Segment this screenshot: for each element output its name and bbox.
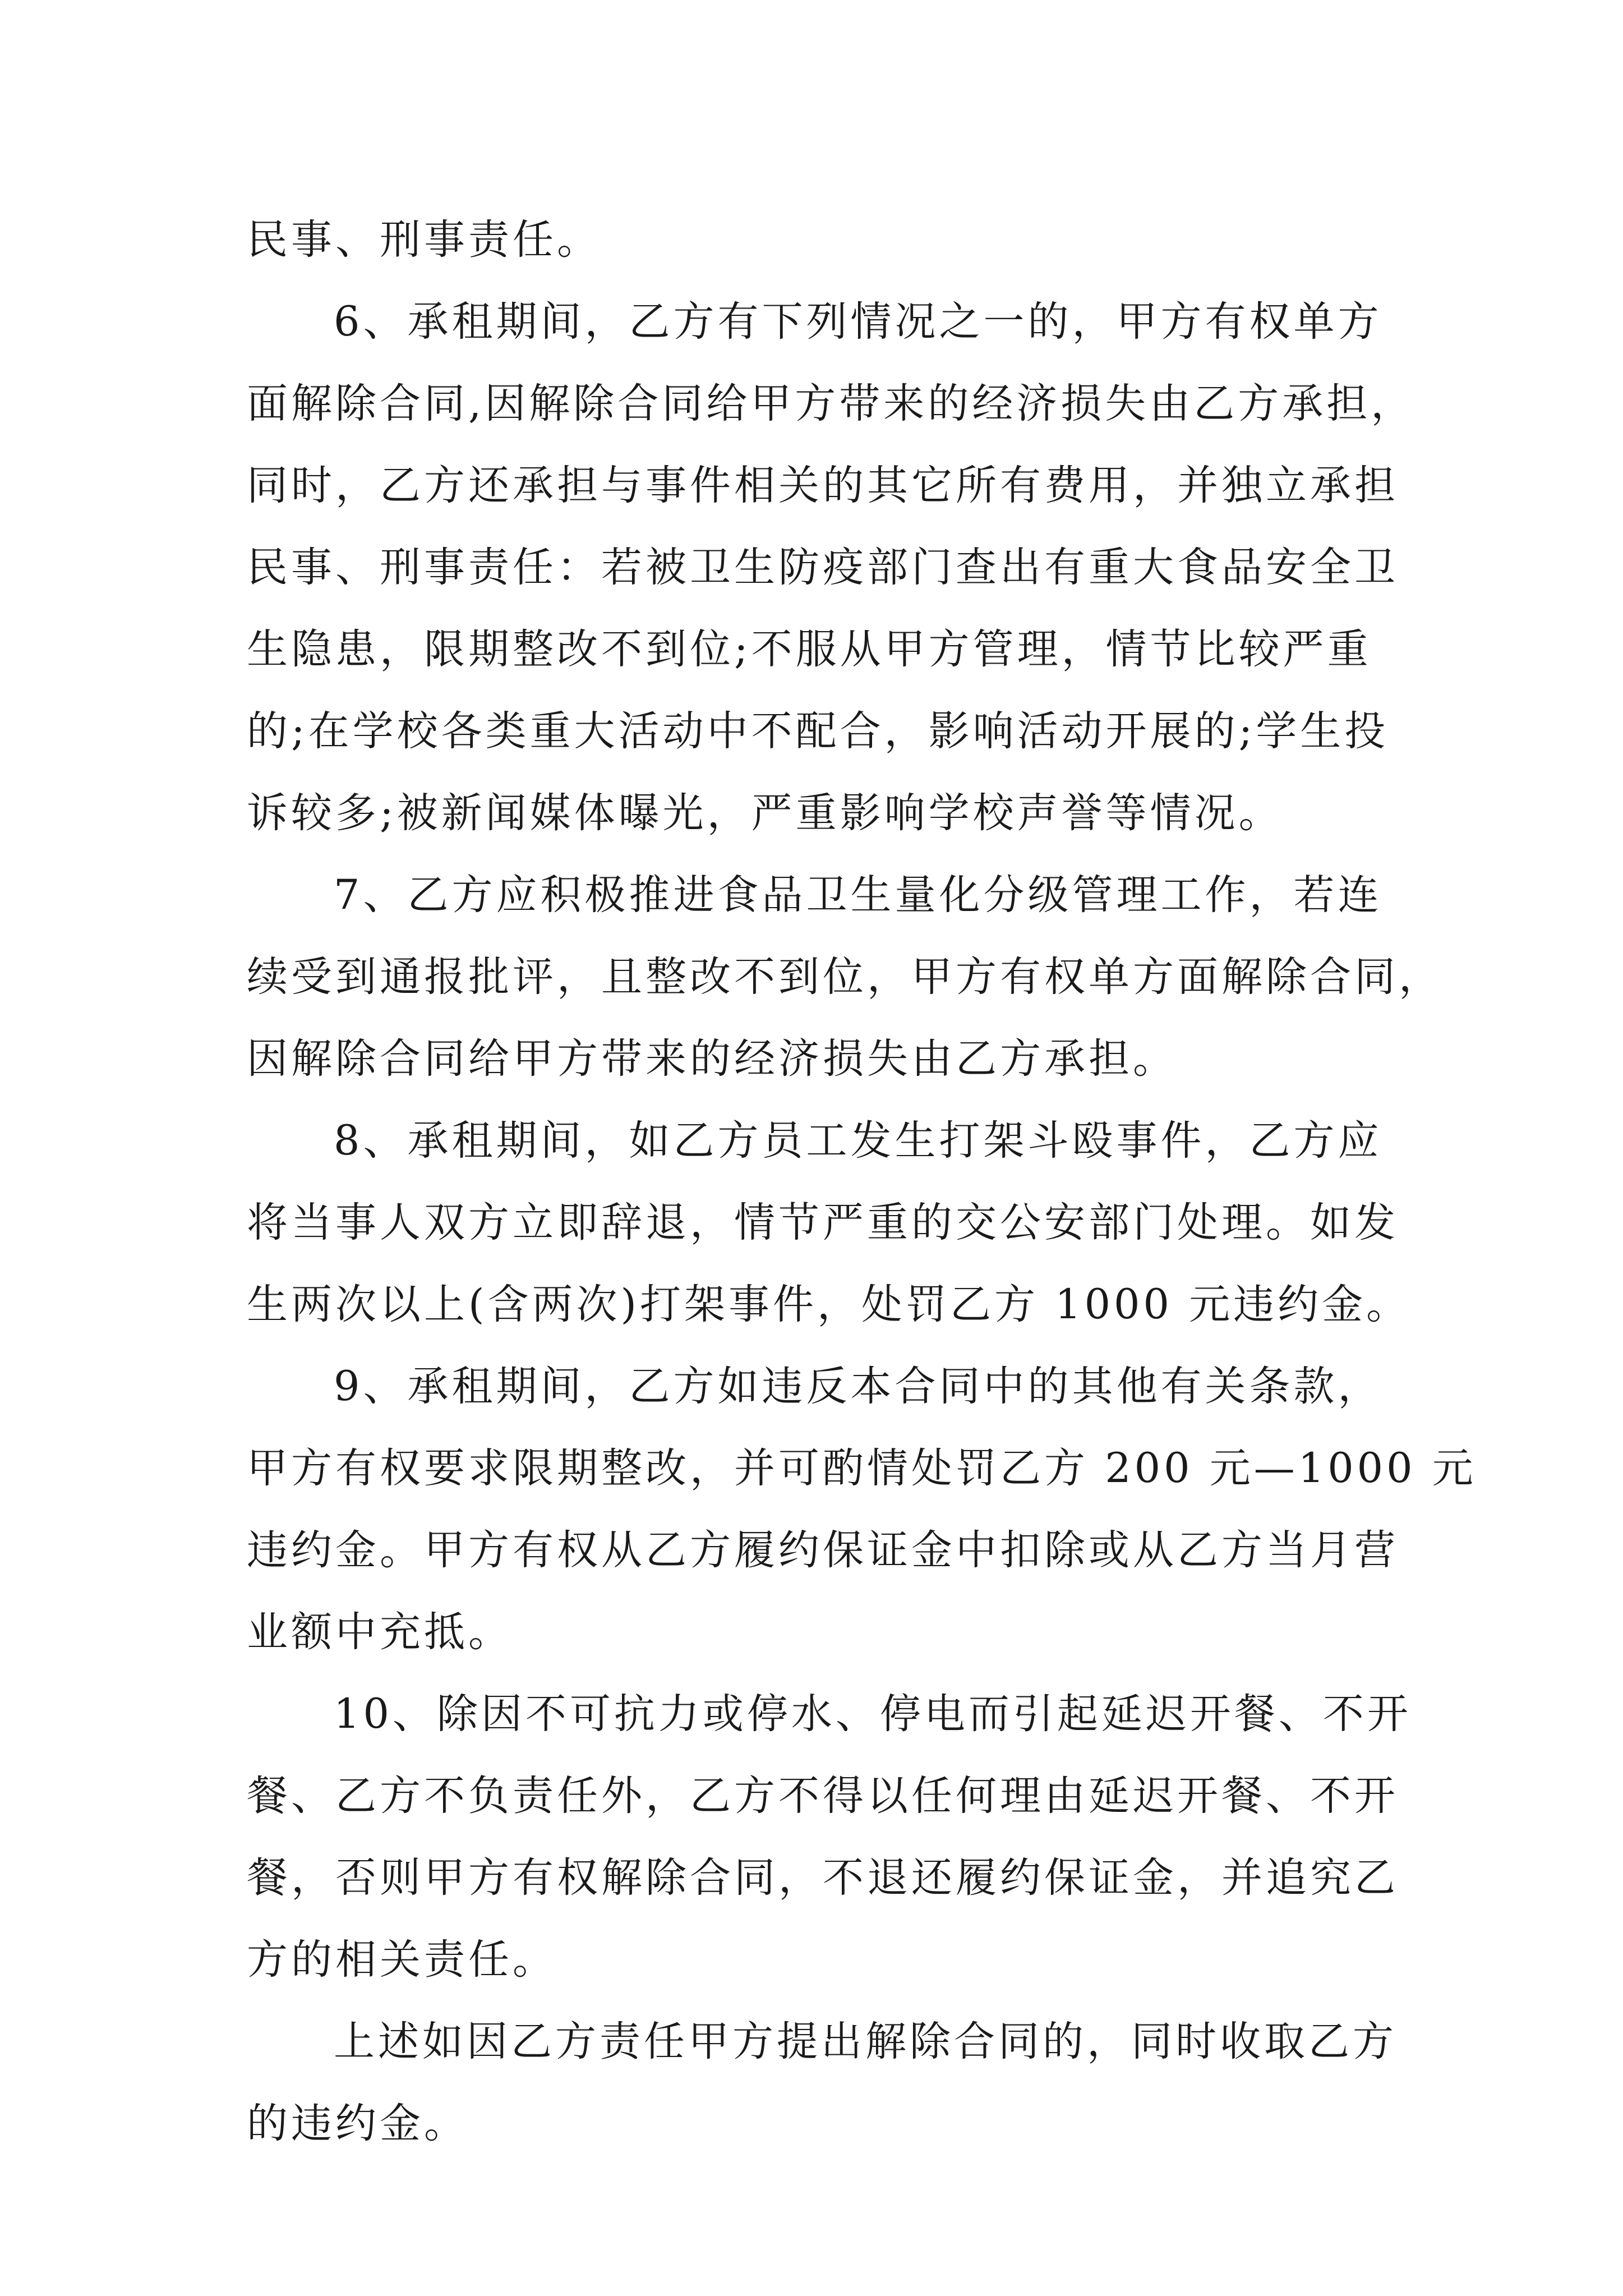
text-line: 生隐患，限期整改不到位;不服从甲方管理，情节比较严重: [247, 625, 1372, 673]
text-line: 餐、乙方不负责任外，乙方不得以任何理由延迟开餐、不开: [247, 1772, 1399, 1820]
text-line: 同时，乙方还承担与事件相关的其它所有费用，并独立承担: [247, 462, 1399, 509]
text-line: 诉较多;被新闻媒体曝光，严重影响学校声誉等情况。: [247, 789, 1283, 837]
text-line: 上述如因乙方责任甲方提出解除合同的，同时收取乙方: [334, 2018, 1397, 2065]
text-line: 方的相关责任。: [247, 1936, 557, 1984]
text-line: 的违约金。: [247, 2100, 468, 2147]
text-line: 续受到通报批评，且整改不到位，甲方有权单方面解除合同，: [247, 953, 1443, 1001]
text-line: 面解除合同,因解除合同给甲方带来的经济损失由乙方承担，: [247, 380, 1415, 427]
text-line: 生两次以上(含两次)打架事件，处罚乙方 1000 元违约金。: [247, 1281, 1411, 1328]
text-line: 餐，否则甲方有权解除合同，不退还履约保证金，并追究乙: [247, 1854, 1399, 1902]
text-line: 违约金。甲方有权从乙方履约保证金中扣除或从乙方当月营: [247, 1526, 1399, 1574]
text-line: 的;在学校各类重大活动中不配合，影响活动开展的;学生投: [247, 707, 1389, 755]
text-line: 8、承租期间，如乙方员工发生打架斗殴事件，乙方应: [334, 1117, 1382, 1165]
text-line: 因解除合同给甲方带来的经济损失由乙方承担。: [247, 1035, 1177, 1083]
document-body: [247, 199, 1477, 2165]
text-line: 10、除因不可抗力或停水、停电而引起延迟开餐、不开: [334, 1690, 1412, 1738]
text-line: 甲方有权要求限期整改，并可酌情处罚乙方 200 元—1000 元: [247, 1444, 1477, 1492]
text-line: 9、承租期间，乙方如违反本合同中的其他有关条款，: [334, 1363, 1382, 1410]
text-line: 民事、刑事责任。: [247, 216, 601, 264]
text-line: 7、乙方应积极推进食品卫生量化分级管理工作，若连: [334, 871, 1382, 919]
text-line: 民事、刑事责任：若被卫生防疫部门查出有重大食品安全卫: [247, 544, 1399, 591]
text-line: 将当事人双方立即辞退，情节严重的交公安部门处理。如发: [247, 1199, 1399, 1246]
text-line: 6、承租期间，乙方有下列情况之一的，甲方有权单方: [334, 298, 1382, 346]
text-line: 业额中充抵。: [247, 1608, 513, 1656]
